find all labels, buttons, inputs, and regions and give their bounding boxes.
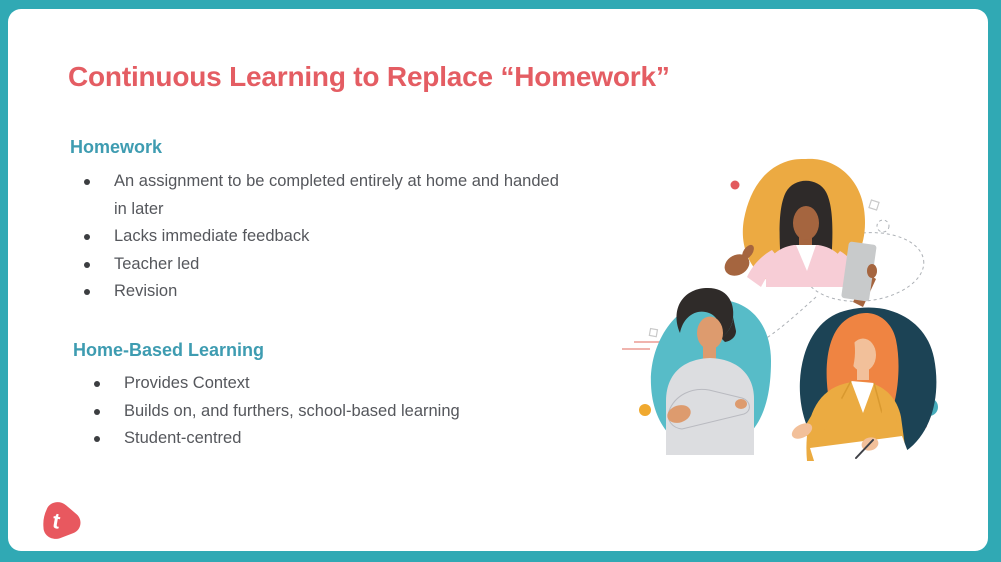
people-illustration (620, 147, 976, 482)
bullet-dot (94, 409, 100, 415)
square-outline-decor (869, 200, 879, 210)
bullet-text: An assignment to be completed entirely at home and handed in later (114, 172, 559, 218)
brand-logo (36, 499, 82, 547)
bullet-dot (84, 262, 90, 268)
list-item (94, 398, 460, 426)
list-item (94, 425, 460, 453)
page-title: Continuous Learning to Replace “Homework” (68, 61, 670, 92)
woman-with-tablet (721, 159, 877, 307)
homework-bullet-list (84, 168, 564, 306)
list-item (84, 251, 564, 279)
list-item (84, 168, 564, 223)
section-heading-home-based-learning: Home-Based Learning (73, 340, 265, 360)
home-based-learning-bullet-list (94, 370, 460, 453)
bullet-dot (84, 289, 90, 295)
bullet-text: Provides Context (124, 374, 250, 392)
bullet-dot (84, 179, 90, 185)
man-crossed-arms (651, 288, 771, 455)
yellow-dot-decor (639, 404, 651, 416)
bullet-dot (84, 234, 90, 240)
logo-triangle (41, 500, 82, 543)
slide-card (8, 9, 988, 551)
bullet-text: Revision (114, 282, 178, 300)
bullet-dot (94, 381, 100, 387)
woman-writing (789, 308, 936, 480)
list-item (84, 278, 564, 306)
list-item (94, 370, 460, 398)
bullet-text: Student-centred (124, 429, 242, 447)
bullet-dot (94, 436, 100, 442)
square-outline-decor (649, 329, 657, 337)
list-item (84, 223, 564, 251)
bullet-text: Lacks immediate feedback (114, 227, 310, 245)
coral-dot-decor (731, 181, 740, 190)
bullet-text: Builds on, and furthers, school-based learning (124, 401, 460, 420)
logo-letter: t (50, 507, 63, 534)
section-heading-homework: Homework (70, 137, 163, 157)
bullet-text: Teacher led (114, 254, 200, 273)
